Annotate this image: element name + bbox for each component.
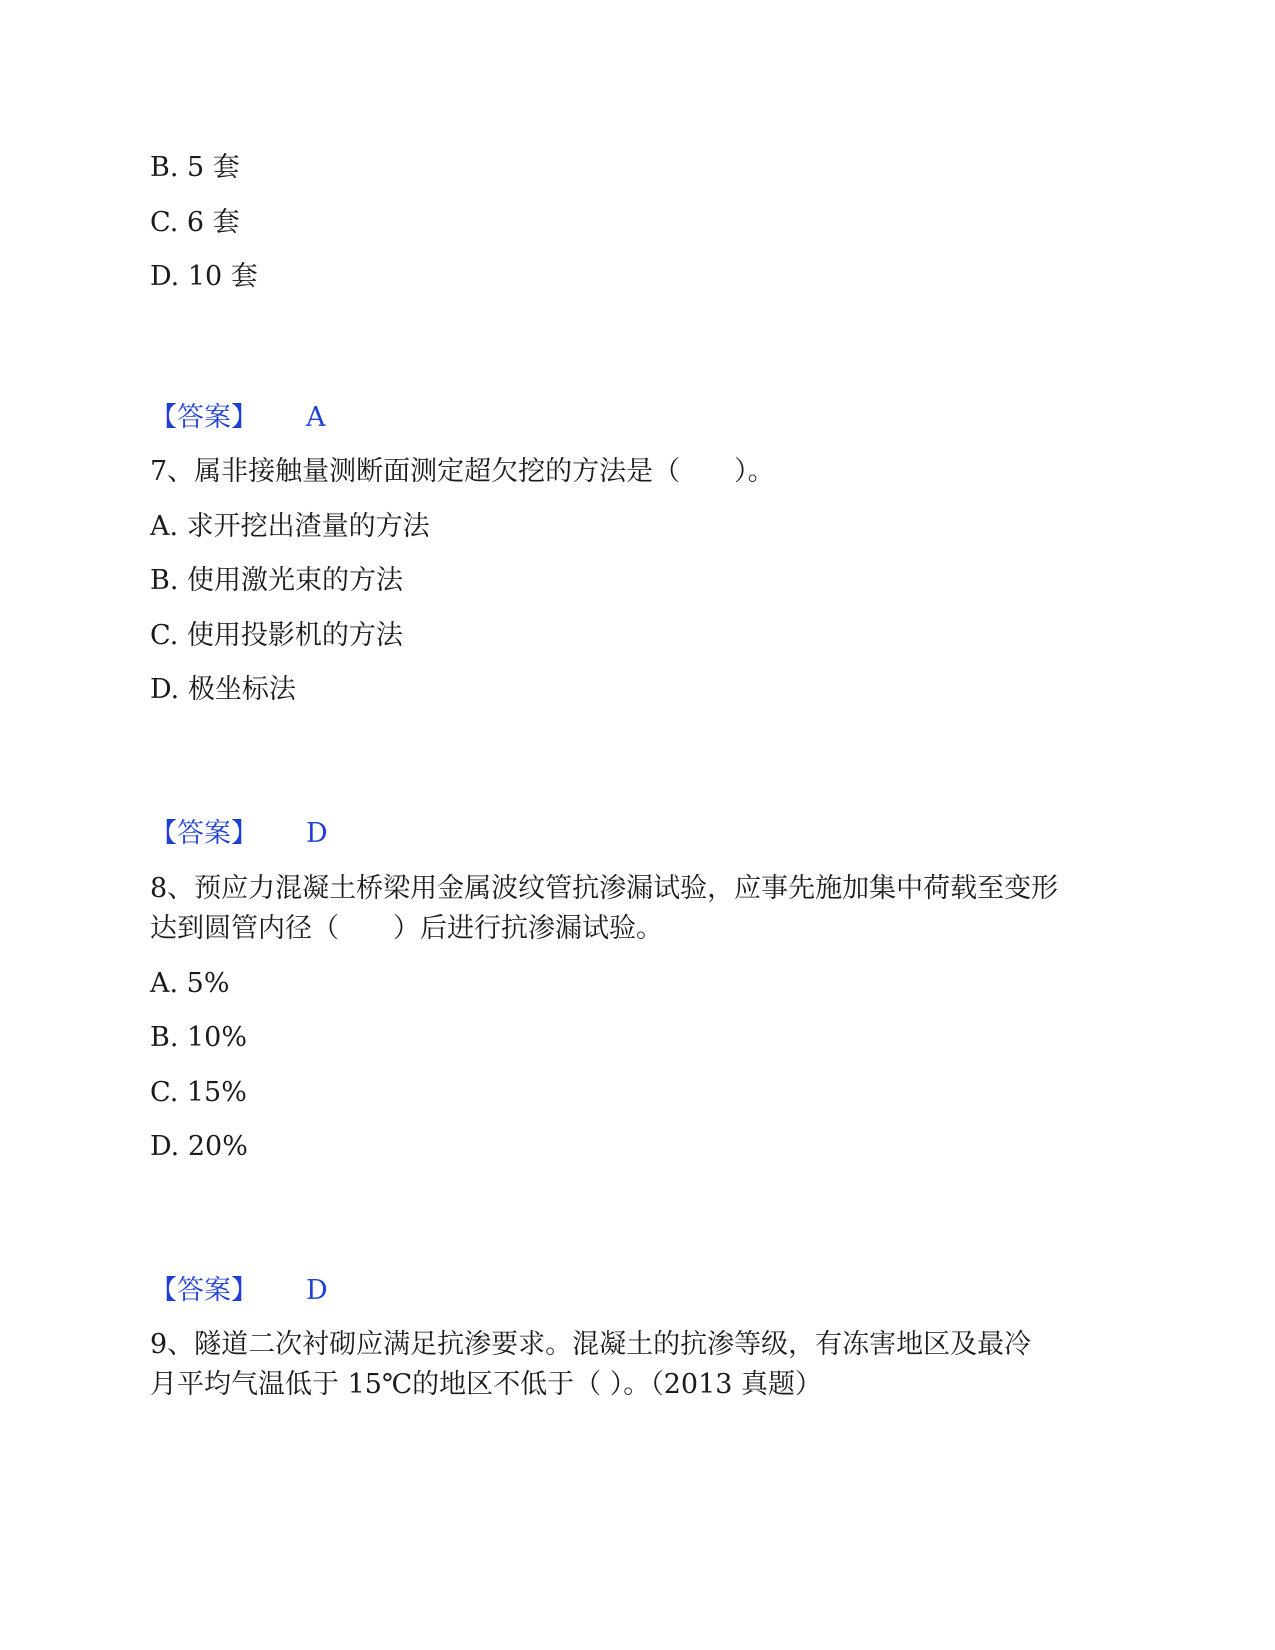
q8-answer (150, 1274, 328, 1308)
q6-answer (150, 401, 326, 435)
q8-option-c: C. 15% (150, 1077, 247, 1108)
q8-stem-line1: 8、预应力混凝土桥梁用金属波纹管抗渗漏试验，应事先施加集中荷载至变形 (150, 873, 1059, 904)
q7-answer (150, 817, 328, 851)
q8-option-d: D. 20% (150, 1131, 248, 1162)
answer-value: D (306, 818, 328, 849)
q8-option-b: B. 10% (150, 1022, 248, 1053)
q7-option-a: A. 求开挖出渣量的方法 (150, 511, 430, 542)
q7-stem: 7、属非接触量测断面测定超欠挖的方法是（ ）。 (150, 456, 775, 487)
answer-value: A (306, 402, 326, 433)
q7-option-c: C. 使用投影机的方法 (150, 620, 403, 651)
answer-label: 【答案】 (150, 402, 258, 433)
q7-option-b: B. 使用激光束的方法 (150, 565, 404, 596)
q7-option-d: D. 极坐标法 (150, 674, 296, 705)
q6-option-b: B. 5 套 (150, 152, 240, 183)
answer-label: 【答案】 (150, 1275, 258, 1306)
q6-option-d: D. 10 套 (150, 261, 258, 292)
answer-value: D (306, 1275, 328, 1306)
q8-option-a: A. 5% (150, 968, 230, 999)
q8-stem-line2: 达到圆管内径（ ）后进行抗渗漏试验。 (150, 913, 663, 944)
q9-stem-line1: 9、隧道二次衬砌应满足抗渗要求。混凝土的抗渗等级，有冻害地区及最冷 (150, 1329, 1032, 1360)
q9-stem-line2: 月平均气温低于 15℃的地区不低于（ ）。（2013 真题） (150, 1369, 823, 1400)
answer-label: 【答案】 (150, 818, 258, 849)
q6-option-c: C. 6 套 (150, 207, 240, 238)
